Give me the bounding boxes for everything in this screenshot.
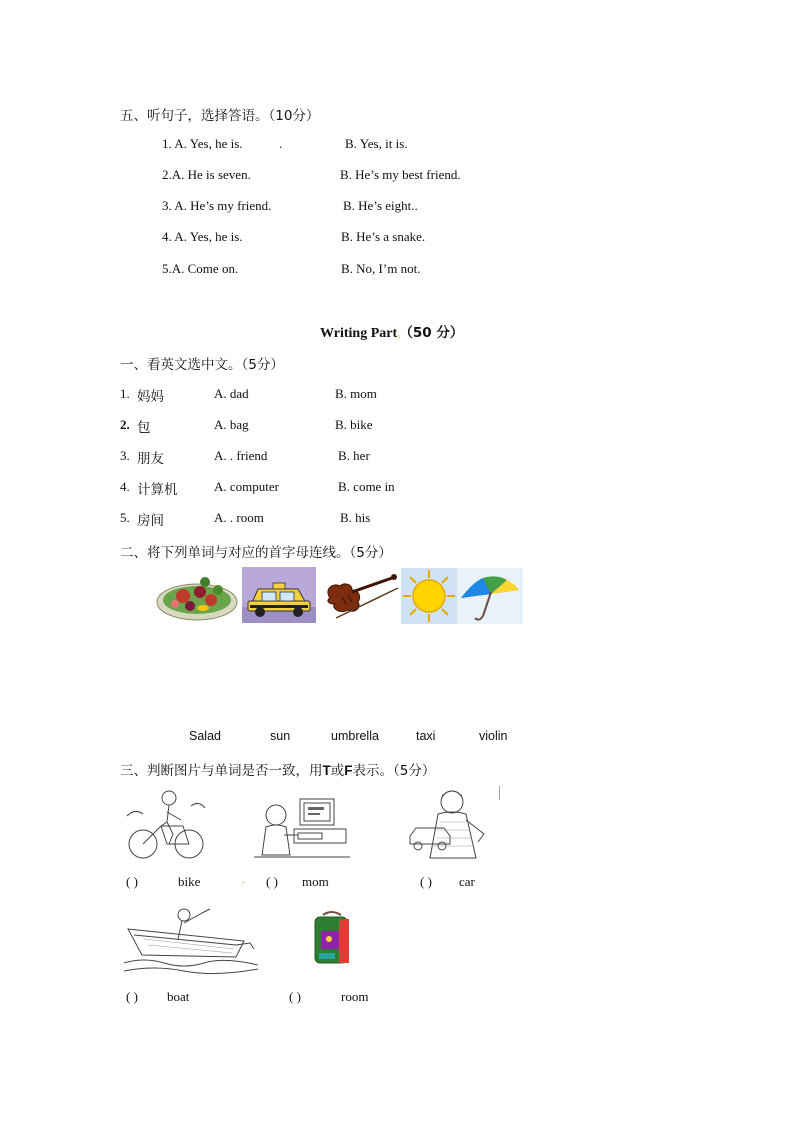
section1-item2-chinese: 包 xyxy=(137,420,151,436)
sun-picture xyxy=(401,568,457,624)
section3-heading xyxy=(120,759,435,779)
listening-q2-option-a: 2.A. He is seven. xyxy=(162,167,251,182)
writing-title-dot: 。 xyxy=(397,329,407,339)
writing-title-score: （50 分） xyxy=(406,325,464,341)
listening-q5-option-b: B. No, I’m not. xyxy=(341,261,421,276)
section1-item1-number: 1. xyxy=(120,386,130,401)
section2-word-umbrella: umbrella xyxy=(331,729,379,743)
section1-item3-number: 3. xyxy=(120,448,130,463)
section1-item4-option-b: B. come in xyxy=(338,479,395,494)
section2-word-salad: Salad xyxy=(189,729,221,743)
violin-picture xyxy=(322,568,402,624)
section2-heading: 二、将下列单词与对应的首字母连线。（5分） xyxy=(120,545,392,561)
section1-item5-chinese: 房间 xyxy=(137,513,164,529)
listening-heading: 五、听句子，选择答语。（10分） xyxy=(120,108,320,124)
section3-item5-word: room xyxy=(341,989,369,1004)
section1-item3-option-a: A. . friend xyxy=(214,448,268,463)
listening-q4-option-b: B. He’s a snake. xyxy=(341,229,426,244)
listening-q5-option-a: 5.A. Come on. xyxy=(162,261,239,276)
section3-heading-t: T xyxy=(322,763,331,778)
section1-item4-number: 4. xyxy=(120,479,130,494)
section3-item5-answer-blank[interactable]: ( ) xyxy=(289,989,301,1004)
section2-word-taxi: taxi xyxy=(416,729,436,743)
section3-item3-word: car xyxy=(459,874,475,889)
section3-heading-pre: 三、判断图片与单词是否一致，用 xyxy=(120,763,323,779)
writing-title-text: Writing Part xyxy=(320,326,398,341)
writing-part-title xyxy=(320,321,463,342)
child-computer-picture xyxy=(254,795,350,865)
section1-item1-option-b: B. mom xyxy=(335,386,377,401)
section3-item1-word: bike xyxy=(178,874,201,889)
section1-item4-option-a: A. computer xyxy=(214,479,279,494)
schoolbag-picture xyxy=(309,909,355,969)
section1-item3-option-b: B. her xyxy=(338,448,370,463)
listening-q1-option-b: B. Yes, it is. xyxy=(345,136,408,151)
section1-item2-option-a: A. bag xyxy=(214,417,249,432)
listening-q1-option-a: 1. A. Yes, he is. xyxy=(162,136,243,151)
section2-word-violin: violin xyxy=(479,729,508,743)
listening-q4-option-a: 4. A. Yes, he is. xyxy=(162,229,243,244)
section3-heading-f: F xyxy=(344,763,353,778)
boy-on-bike-picture xyxy=(125,786,207,862)
salad-picture xyxy=(155,568,239,622)
section1-item2-number: 2. xyxy=(120,417,130,432)
section1-item3-chinese: 朋友 xyxy=(137,451,164,467)
section3-heading-post: 表示。（5分） xyxy=(352,763,436,779)
listening-q3-option-b: B. He’s eight.. xyxy=(343,198,418,213)
section1-item5-number: 5. xyxy=(120,510,130,525)
section3-item2-answer-blank[interactable]: ( ) xyxy=(266,874,278,889)
taxi-picture xyxy=(242,567,316,623)
section3-item4-word: boat xyxy=(167,989,190,1004)
section3-stray-dot: . xyxy=(242,875,245,886)
section3-item4-answer-blank[interactable]: ( ) xyxy=(126,989,138,1004)
boy-in-boat-picture xyxy=(124,905,258,977)
section1-item1-chinese: 妈妈 xyxy=(137,389,164,405)
section3-heading-or: 或 xyxy=(330,763,345,779)
section1-item2-option-b: B. bike xyxy=(335,417,373,432)
listening-q1-stray-dot: . xyxy=(279,136,283,151)
boy-toy-car-picture xyxy=(404,786,500,864)
section1-heading: 一、看英文选中文。（5分） xyxy=(120,357,284,373)
listening-q3-option-a: 3. A. He’s my friend. xyxy=(162,198,272,213)
section2-word-sun: sun xyxy=(270,729,291,743)
section1-item5-option-b: B. his xyxy=(340,510,371,525)
section1-item5-option-a: A. . room xyxy=(214,510,264,525)
section3-item1-answer-blank[interactable]: ( ) xyxy=(126,874,138,889)
section1-item1-option-a: A. dad xyxy=(214,386,249,401)
section3-item3-answer-blank[interactable]: ( ) xyxy=(420,874,432,889)
section1-item4-chinese: 计算机 xyxy=(137,482,178,498)
umbrella-picture xyxy=(457,568,523,624)
listening-q2-option-b: B. He’s my best friend. xyxy=(340,167,461,182)
section3-item2-word: mom xyxy=(302,874,329,889)
